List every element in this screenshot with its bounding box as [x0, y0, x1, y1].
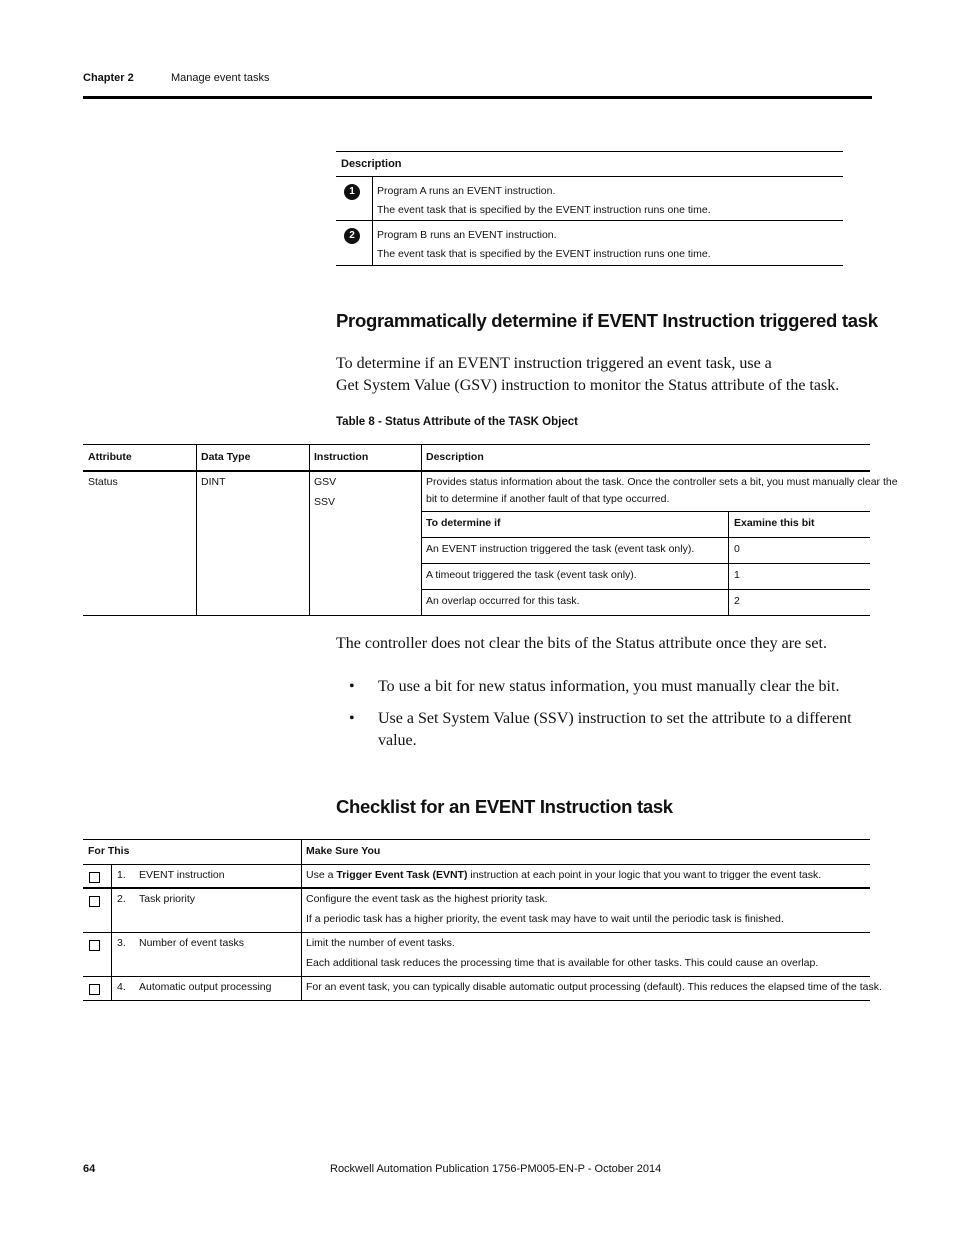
col-header-make-sure: Make Sure You	[306, 845, 381, 857]
subcell-condition: An EVENT instruction triggered the task (event task only).	[426, 543, 695, 555]
checkbox[interactable]	[89, 940, 100, 951]
description-header: Description	[336, 152, 843, 177]
subcell-bit: 2	[734, 595, 740, 607]
subheader-condition: To determine if	[426, 517, 501, 529]
description-text: Program B runs an EVENT instruction.	[377, 229, 557, 241]
bullet-text: value.	[378, 732, 417, 749]
item-label: Task priority	[139, 893, 196, 905]
bullet-icon: •	[349, 710, 355, 727]
item-label: EVENT instruction	[139, 869, 225, 881]
item-number: 3.	[117, 937, 126, 949]
bullet-text: Use a Set System Value (SSV) instruction to set the attribute to a different	[378, 710, 852, 727]
col-header-attribute: Attribute	[88, 451, 132, 463]
description-table	[336, 151, 843, 266]
callout-number-1-icon: 1	[344, 184, 360, 200]
col-header-instruction: Instruction	[314, 451, 369, 463]
intro-paragraph	[336, 353, 839, 397]
description-row	[336, 220, 843, 265]
description-row	[336, 177, 843, 220]
checkbox[interactable]	[89, 872, 100, 883]
table-caption: Table 8 - Status Attribute of the TASK Object	[336, 416, 578, 428]
subcell-bit: 1	[734, 569, 740, 581]
section-heading: Programmatically determine if EVENT Instruction triggered task	[336, 310, 878, 331]
item-number: 2.	[117, 893, 126, 905]
subcell-condition: A timeout triggered the task (event task only).	[426, 569, 637, 581]
cell-data-type: DINT	[201, 476, 226, 488]
section-label: Manage event tasks	[171, 72, 270, 84]
chapter-label: Chapter 2	[83, 72, 134, 84]
publication-info: Rockwell Automation Publication 1756-PM005-EN-P - October 2014	[330, 1163, 662, 1175]
item-instruction: If a periodic task has a higher priority, the event task may have to wait until the periodic task is finished.	[306, 913, 784, 925]
item-instruction: Each additional task reduces the processing time that is available for other tasks. This could cause an overlap.	[306, 957, 819, 969]
item-label: Number of event tasks	[139, 937, 245, 949]
item-number: 1.	[117, 869, 126, 881]
item-label: Automatic output processing	[139, 981, 272, 993]
subheader-bit: Examine this bit	[734, 517, 815, 529]
description-text: The event task that is specified by the EVENT instruction runs one time.	[377, 248, 711, 260]
item-instruction: Configure the event task as the highest priority task.	[306, 893, 548, 905]
item-instruction: Limit the number of event tasks.	[306, 937, 455, 949]
col-header-description: Description	[426, 451, 484, 463]
cell-description: Provides status information about the task. Once the controller sets a bit, you must manually clear the	[426, 476, 898, 488]
subcell-condition: An overlap occurred for this task.	[426, 595, 580, 607]
paragraph-line: Get System Value (GSV) instruction to monitor the Status attribute of the task.	[336, 377, 840, 394]
page-header	[83, 70, 872, 99]
cell-instruction: SSV	[314, 496, 336, 508]
description-text: The event task that is specified by the EVENT instruction runs one time.	[377, 204, 711, 216]
cell-instruction: GSV	[314, 476, 337, 488]
col-header-data-type: Data Type	[201, 451, 251, 463]
description-text: Program A runs an EVENT instruction.	[377, 185, 556, 197]
page-number: 64	[83, 1163, 96, 1175]
checklist-table	[83, 839, 882, 1001]
item-number: 4.	[117, 981, 126, 993]
item-instruction: Use a Trigger Event Task (EVNT) instruction at each point in your logic that you want to trigger the event task.	[306, 869, 822, 881]
checkbox[interactable]	[89, 896, 100, 907]
col-header-for-this: For This	[88, 845, 130, 857]
subcell-bit: 0	[734, 543, 740, 555]
status-attribute-table	[83, 444, 898, 616]
bullet-text: To use a bit for new status information, you must manually clear the bit.	[378, 678, 840, 695]
cell-description: bit to determine if another fault of that type occurred.	[426, 493, 670, 505]
checklist-heading: Checklist for an EVENT Instruction task	[336, 796, 673, 817]
checkbox[interactable]	[89, 984, 100, 995]
bullet-icon: •	[349, 678, 355, 695]
status-paragraph: The controller does not clear the bits of the Status attribute once they are set.	[336, 635, 827, 652]
paragraph-line: To determine if an EVENT instruction triggered an event task, use a	[336, 355, 772, 372]
callout-number-2-icon: 2	[344, 228, 360, 244]
item-instruction: For an event task, you can typically disable automatic output processing (default). This reduces the elapsed time of the task.	[306, 981, 882, 993]
cell-attribute: Status	[88, 476, 118, 488]
